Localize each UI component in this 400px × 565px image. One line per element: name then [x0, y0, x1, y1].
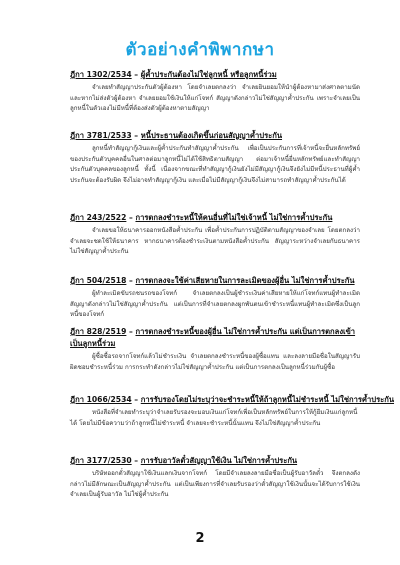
case-heading: ฎีกา 3781/2533 – หนี้ประธานต้องเกิดขึ้นก่อนสัญญาค้ำประกัน — [70, 131, 283, 140]
case-body: บริษัทออกตั๋วสัญญาใช้เงินแลกเงินจากโจทก์ โดยมีจำเลยลงลายมือชื่อเป็นผู้รับอาวัลตั๋ว จึงตกลงดังกล่าวไม่มีลักษณะเป็นสัญญาค้ำประกัน แต่เป็นเพียงการที่จำเลยรับรองว่าตั๋วสัญญาใช้เงินนั้นจะได้รับการใช้เงิน จำเลยเป็นผู้รับอาวัล ไม่ใช่ผู้ค้ำประกัน — [70, 470, 360, 499]
case-topic: การรับรองโดยไม่ระบุว่าจะชำระหนี้ให้ถ้าลูกหนี้ไม่ชำระหนี้ ไม่ใช่การค้ำประกัน — [140, 395, 395, 404]
case-body: ผู้ซื้อซื้อรถจากโจทก์แล้วไม่ชำระเงิน จำเลยตกลงชำระหนี้ของผู้ซื้อแทน และลงลายมือชื่อในสัญญารับผิดชอบชำระหนี้ร่วม การกระทำดังกล่าวไม่ใช่สัญญาค้ำประกัน แต่เป็นการตกลงเป็นลูกหนี้ร่วมกับผู้ซื้อ — [70, 353, 360, 371]
case-body: หนังสือที่จำเลยทำระบุว่าจำเลยรับรองจะมอบเงินแก่โจทก์เพื่อเป็นหลักทรัพย์ในการให้กู้ยืมเงินแก่ลูกหนี้ได้ โดยไม่มีข้อความว่าถ้าลูกหนี้ไม่ชำระหนี้ จำเลยจะชำระหนี้นั้นแทน จึงไม่ใช่สัญญาค้ำประกัน — [70, 409, 358, 427]
case-body: ผู้ทำละเมิดขับรถชนรถของโจทก์ จำเลยตกลงเป็นผู้ชำระเงินค่าเสียหายให้แก่โจทก์แทนผู้ทำละเมิด สัญญาดังกล่าวไม่ใช่สัญญาค้ำประกัน แต่เป็นการที่จำเลยตกลงผูกพันตนเข้าชำระหนี้แทนผู้ทำละเมิดซึ่งเป็นลูกหนี้ของโจทก์ — [70, 290, 360, 319]
case-topic: การตกลงชำระหนี้ของผู้อื่น ไม่ใช่การค้ำประกัน แต่เป็นการตกลงเข้าเป็นลูกหนี้ร่วม — [70, 327, 356, 348]
case-heading: ฎีกา 504/2518 – การตกลงจะใช้ค่าเสียหายในการละเมิดของผู้อื่น ไม่ใช่การค้ำประกัน — [70, 276, 355, 285]
case-body: ลูกหนี้ทำสัญญากู้เงินและผู้ค้ำประกันทำสัญญาค้ำประกัน เพื่อเป็นประกันการที่เจ้าหนี้จะยื่นหลักทรัพย์ของประกันตัวบุคคลอื่นในศาลต่อมาลูกหนี้ไม่ได้ใช้สิทธิตามสัญญา ต่อมาเจ้าหนี้ยื่นหลักทรัพย์และทำสัญญาประกันตัวบุคคลของลูกหนี้ ทั้งนี้ เนื่องจากขณะที่ทำสัญญากู้เงินยังไม่มีสัญญากู้เงินจึงยังไม่มีหนี้ประธานที่ผู้ค้ำประกันจะต้องรับผิด จึงไม่อาจทำสัญญากู้เงิน และเมื่อไม่มีสัญญากู้เงินจึงไม่สามารถทำสัญญาค้ำประกันได้ — [70, 145, 360, 184]
case-ref: ฎีกา 3177/2530 — [70, 456, 132, 465]
case-topic: การรับอาวัลตั๋วสัญญาใช้เงิน ไม่ใช่การค้ำประกัน — [140, 456, 298, 465]
case-body: จำเลยทำสัญญาประกันตัวผู้ต้องหา โดยจำเลยตกลงว่า จำเลยยินยอมให้นำผู้ต้องหามาส่งศาลตามนัด และหากไม่ส่งตัวผู้ต้องหา จำเลยยอมใช้เงินให้แก่โจทก์ สัญญาดังกล่าวไม่ใช่สัญญาค้ำประกัน เพราะจำเลยเป็นลูกหนี้ในตัวเองไม่มีหนี้ที่ต้องส่งตัวผู้ต้องหาตามสัญญา — [70, 84, 360, 113]
case-1066-2534 — [70, 394, 395, 429]
case-ref: ฎีกา 1066/2534 — [70, 395, 132, 404]
case-ref: ฎีกา 243/2522 — [70, 213, 127, 222]
case-ref: ฎีกา 828/2519 — [70, 327, 127, 336]
case-3781-2533 — [70, 130, 360, 186]
case-topic: ผู้ค้ำประกันต้องไม่ใช่ลูกหนี้ หรือลูกหนี้ร่วม — [140, 70, 277, 79]
case-body: จำเลยขอให้ธนาคารออกหนังสือค้ำประกัน เพื่อค้ำประกันการปฏิบัติตามสัญญาของจำเลย โดยตกลงว่าจำเลยจะชดใช้ให้ธนาคาร หากธนาคารต้องชำระเงินตามหนังสือค้ำประกัน สัญญาระหว่างจำเลยกับธนาคารไม่ใช่สัญญาค้ำประกัน — [70, 227, 360, 256]
case-heading: ฎีกา 1302/2534 – ผู้ค้ำประกันต้องไม่ใช่ลูกหนี้ หรือลูกหนี้ร่วม — [70, 70, 277, 79]
case-topic: การตกลงจะใช้ค่าเสียหายในการละเมิดของผู้อื่น ไม่ใช่การค้ำประกัน — [135, 276, 355, 285]
case-heading: ฎีกา 828/2519 – การตกลงชำระหนี้ของผู้อื่น ไม่ใช่การค้ำประกัน แต่เป็นการตกลงเข้าเป็นลูกหนี้ร่วม — [70, 327, 356, 348]
case-1302-2534 — [70, 69, 360, 115]
case-243-2522 — [70, 212, 360, 258]
case-heading: ฎีกา 3177/2530 – การรับอาวัลตั๋วสัญญาใช้เงิน ไม่ใช่การค้ำประกัน — [70, 456, 298, 465]
case-heading: ฎีกา 243/2522 – การตกลงชำระหนี้ให้คนอื่นที่ไม่ใช่เจ้าหนี้ ไม่ใช่การค้ำประกัน — [70, 213, 333, 222]
case-3177-2530 — [70, 455, 360, 501]
case-ref: ฎีกา 1302/2534 — [70, 70, 132, 79]
case-504-2518 — [70, 275, 360, 321]
case-heading: ฎีกา 1066/2534 – การรับรองโดยไม่ระบุว่าจะชำระหนี้ให้ถ้าลูกหนี้ไม่ชำระหนี้ ไม่ใช่การค้ำประกัน — [70, 395, 395, 404]
case-828-2519 — [70, 326, 360, 373]
case-ref: ฎีกา 504/2518 — [70, 276, 127, 285]
case-topic: การตกลงชำระหนี้ให้คนอื่นที่ไม่ใช่เจ้าหนี้ ไม่ใช่การค้ำประกัน — [135, 213, 333, 222]
case-ref: ฎีกา 3781/2533 — [70, 131, 132, 140]
page-title: ตัวอย่างคำพิพากษา — [125, 40, 275, 60]
page-number: 2 — [195, 531, 205, 546]
case-topic: หนี้ประธานต้องเกิดขึ้นก่อนสัญญาค้ำประกัน — [140, 131, 283, 140]
